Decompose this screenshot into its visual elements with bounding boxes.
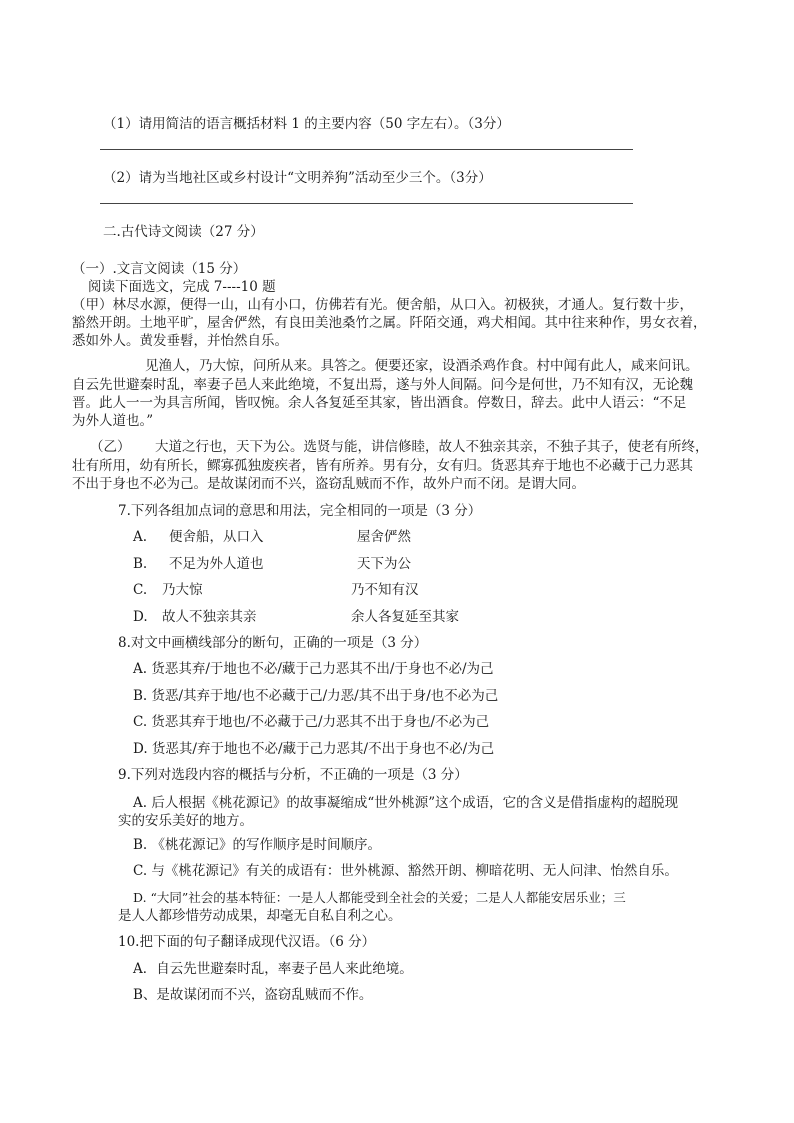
q8-option: A. 货恶其弃/于地也不必/藏于己力恶其不出/于身也不必/为己 — [133, 661, 494, 677]
question-7-stem: 7.下列各组加点词的意思和用法，完全相同的一项是（3 分） — [118, 503, 482, 519]
q10-sentence-b: B、是故谋闭而不兴，盗窃乱贼而不作。 — [133, 987, 373, 1003]
q7-option-a: 故人不独亲其亲 — [162, 609, 257, 625]
reading-instruction: 阅读下面选文，完成 7----10 题 — [88, 279, 276, 295]
passage-a-line: 自云先世避秦时乱，率妻子邑人来此绝境，不复出焉，遂与外人间隔。问今是何世，乃不知有汉，无论魏 — [72, 377, 693, 393]
passage-b-label: （乙） — [90, 439, 131, 455]
sub-section-title: （一）.文言文阅读（15 分） — [72, 261, 247, 277]
q7-option-b: 乃不知有汉 — [351, 582, 419, 598]
q7-option-letter: C. — [133, 582, 148, 598]
q9-option-b: B. 《桃花源记》的写作顺序是时间顺序。 — [133, 837, 382, 853]
question-8-stem: 8.对文中画横线部分的断句，正确的一项是（3 分） — [118, 635, 428, 651]
question-2-text: （2）请为当地社区或乡村设计“文明养狗”活动至少三个。（3分） — [103, 170, 492, 186]
q8-option: C. 货恶其弃于地也/不必藏于己/力恶其不出于身也/不必为己 — [133, 714, 490, 730]
passage-a-line: （甲）林尽水源，便得一山，山有小口，仿佛若有光。便舍船，从口入。初极狭，才通人。复行数十步， — [72, 297, 693, 313]
passage-a-line: 豁然开朗。土地平旷，屋舍俨然，有良田美池桑竹之属。阡陌交通，鸡犬相闻。其中往来种作，男女衣着， — [72, 315, 707, 331]
passage-a-line: 晋。此人一一为具言所闻，皆叹惋。余人各复延至其家，皆出酒食。停数日，辞去。此中人语云：“不足 — [72, 395, 687, 411]
q7-option-a: 乃大惊 — [162, 582, 203, 598]
q9-option-d-cont: 是人人都珍惜劳动成果，却毫无自私自利之心。 — [118, 908, 402, 924]
q9-option-d: D. “大同”社会的基本特征：一是人人都能受到全社会的关爱；二是人人都能安居乐业；三 — [133, 890, 626, 905]
passage-a-line: 见渔人，乃大惊，问所从来。具答之。便要还家，设酒杀鸡作食。村中闻有此人，咸来问讯。 — [145, 358, 699, 374]
q7-option-b: 余人各复延至其家 — [351, 609, 459, 625]
q9-option-a-cont: 实的安乐美好的地方。 — [118, 813, 253, 829]
q9-option-c: C. 与《桃花源记》有关的成语有：世外桃源、豁然开朗、柳暗花明、无人问津、怡然自乐。 — [133, 863, 678, 879]
section-title: 二.古代诗文阅读（27 分） — [103, 224, 264, 240]
q7-option-a: 不足为外人道也 — [169, 556, 264, 572]
passage-b-line: 不出于身也不必为己。是故谋闭而不兴，盗窃乱贼而不作，故外户而不闭。是谓大同。 — [72, 476, 585, 492]
q8-option: B. 货恶/其弃于地/也不必藏于己/力恶/其不出于身/也不必为己 — [133, 688, 499, 704]
q7-option-letter: D. — [133, 609, 148, 625]
question-10-stem: 10.把下面的句子翻译成现代汉语。（6 分） — [118, 934, 376, 950]
passage-a-line: 悉如外人。黄发垂髫，并怡然自乐。 — [72, 333, 288, 349]
answer-line-2 — [100, 203, 633, 204]
q7-option-b: 屋舍俨然 — [357, 529, 411, 545]
question-1-text: （1）请用简洁的语言概括材料 1 的主要内容（50 字左右）。（3分） — [103, 116, 510, 132]
q7-option-a: 便舍船，从口入 — [169, 529, 264, 545]
q7-option-letter: B. — [133, 556, 148, 572]
passage-b-line: 壮有所用，幼有所长，鳏寡孤独废疾者，皆有所养。男有分，女有归。货恶其弃于地也不必藏于己力恶其 — [72, 458, 693, 474]
q9-option-a: A. 后人根据《桃花源记》的故事凝缩成“世外桃源”这个成语，它的含义是借指虚构的超脱现 — [133, 795, 679, 811]
passage-a-line: 为外人道也。” — [72, 413, 154, 429]
answer-line-1 — [100, 149, 633, 150]
q7-option-b: 天下为公 — [357, 556, 411, 572]
q10-sentence-a: A．自云先世避秦时乱，率妻子邑人来此绝境。 — [133, 961, 413, 977]
passage-b-line: 大道之行也，天下为公。选贤与能，讲信修睦，故人不独亲其亲，不独子其子，使老有所终， — [155, 439, 709, 455]
q8-option: D. 货恶其/弃于地也不必/藏于己力恶其/不出于身也不必/为己 — [133, 741, 495, 757]
question-9-stem: 9.下列对选段内容的概括与分析，不正确的一项是（3 分） — [118, 767, 468, 783]
q7-option-letter: A. — [133, 529, 148, 545]
